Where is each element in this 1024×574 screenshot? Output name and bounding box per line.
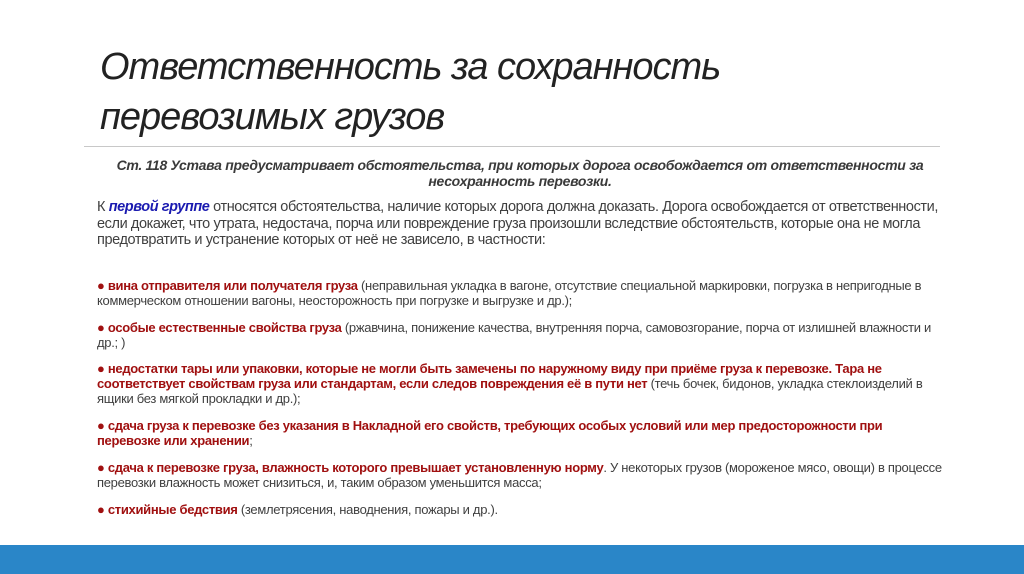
- title-line-2: перевозимых грузов: [100, 96, 445, 138]
- slide-title: [100, 42, 940, 142]
- intro-paragraph: [97, 199, 947, 249]
- list-item: [97, 418, 947, 448]
- intro-prefix: К: [97, 199, 109, 215]
- list-item: [97, 502, 947, 517]
- list-item: [97, 361, 947, 406]
- list-item: [97, 320, 947, 350]
- item-bold: ● недостатки тары или упаковки, которые не могли быть замечены по наружному виду при приёме груза к перевозке. Тара не соответствует свойствам груза или стандартам, если следов повреждения её в пути нет: [97, 361, 882, 391]
- item-bold: ● особые естественные свойства груза: [97, 320, 342, 335]
- title-line-1: Ответственность за сохранность: [100, 46, 721, 88]
- item-rest: (неправильная укладка в вагоне, отсутствие специальной маркировки, погрузка в непригодные в коммерческом отношении вагоны, неосторожность при погрузке и выгрузке и др.);: [97, 278, 922, 308]
- list-item: [97, 278, 947, 308]
- item-bold: ● стихийные бедствия: [97, 502, 238, 517]
- item-rest: (землетрясения, наводнения, пожары и др.).: [237, 502, 498, 517]
- item-rest: (ржавчина, понижение качества, внутренняя порча, самовозгорание, порча от излишней влажности и др.; ): [97, 320, 932, 350]
- subtitle: Ст. 118 Устава предусматривает обстоятельства, при которых дорога освобождается от ответственности за несохранность перевозки.: [116, 157, 924, 189]
- title-divider: [84, 146, 940, 147]
- item-bold: ● сдача к перевозке груза, влажность которого превышает установленную норму: [97, 460, 604, 475]
- item-bold: ● вина отправителя или получателя груза: [97, 278, 358, 293]
- list-item: [97, 460, 947, 490]
- footer-bar: [0, 545, 1024, 574]
- item-rest: . У некоторых грузов (мороженое мясо, овощи) в процессе перевозки влажность может снизиться, и, таким образом уменьшится масса;: [97, 460, 942, 490]
- item-rest: (течь бочек, бидонов, укладка стеклоизделий в ящики без мягкой прокладки и др.);: [97, 376, 923, 406]
- item-bold: ● сдача груза к перевозке без указания в Накладной его свойств, требующих особых условий или мер предосторожности при перевозке или хранении: [97, 418, 883, 448]
- intro-rest: относятся обстоятельства, наличие которых дорога должна доказать. Дорога освобождается от ответственности, если докажет, что утрата, недостача, порча или повреждение груза произошли вследствие обстоятельств, которые она не могла предотвратить и устранение которых от неё не зависело, в частности:: [97, 199, 938, 248]
- intro-highlight: первой группе: [108, 199, 210, 215]
- item-rest: ;: [249, 433, 253, 448]
